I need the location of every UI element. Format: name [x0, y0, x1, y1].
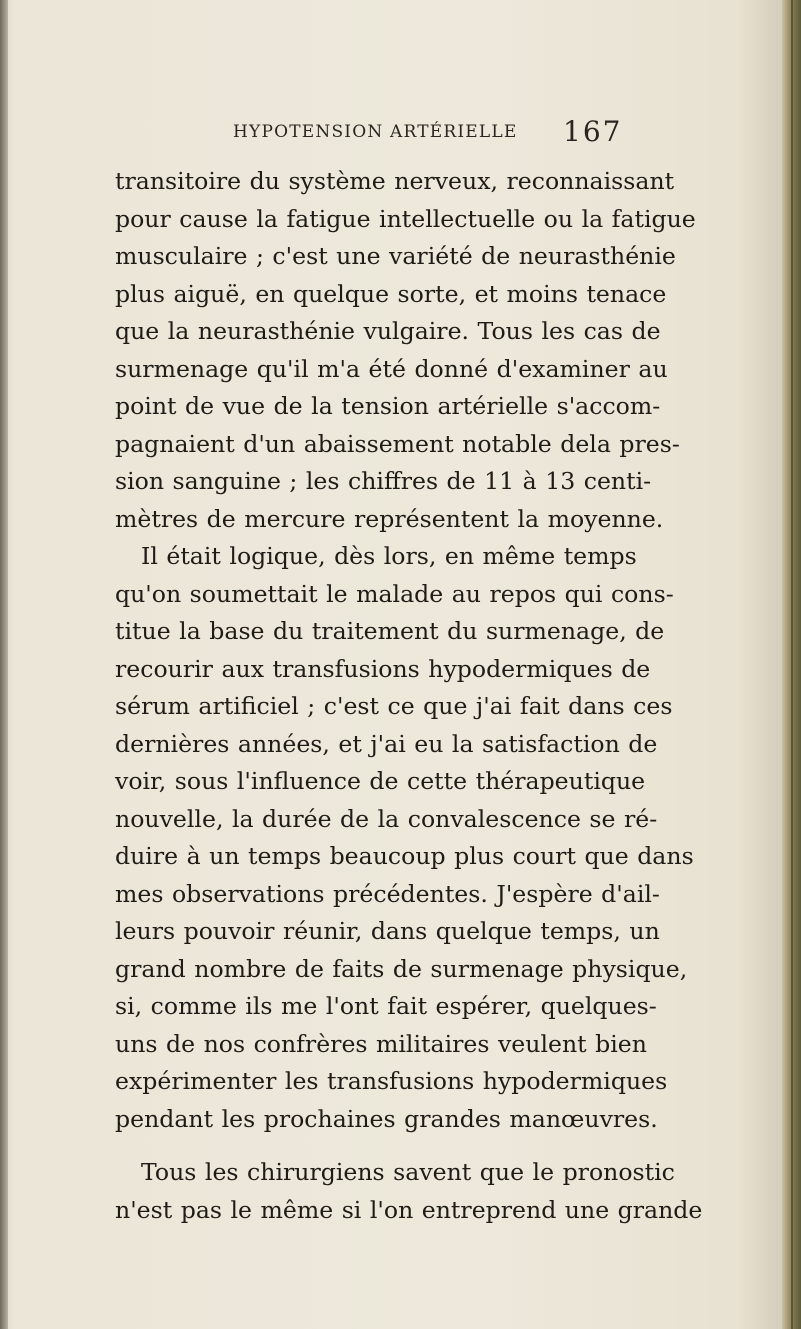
text-line: uns de nos confrères militaires veulent bien: [115, 1029, 647, 1058]
text-line: qu'on soumettait le malade au repos qui cons-: [115, 579, 674, 608]
text-line: si, comme ils me l'ont fait espérer, quelques-: [115, 992, 657, 1020]
text-line: sérum artificiel ; c'est ce que j'ai fait dans ces: [115, 692, 673, 720]
text-line: mes observations précédentes. J'espère d'ail-: [115, 879, 660, 908]
page-left-edge: [0, 0, 8, 1329]
spine-line: [791, 0, 793, 1329]
text-line: dernières années, et j'ai eu la satisfaction de: [115, 729, 658, 758]
paragraph-2: [115, 538, 694, 1138]
text-line: pendant les prochaines grandes manœuvres.: [115, 1104, 658, 1133]
text-line: transitoire du système nerveux, reconnaissant: [115, 167, 675, 195]
running-title: HYPOTENSION ARTÉRIELLE: [233, 122, 518, 142]
text-line: musculaire ; c'est une variété de neurasthénie: [115, 242, 676, 270]
paragraph-1: [115, 163, 696, 538]
text-line: mètres de mercure représentent la moyenne.: [115, 504, 664, 533]
text-line: surmenage qu'il m'a été donné d'examiner au: [115, 354, 668, 383]
text-line: plus aiguë, en quelque sorte, et moins tenace: [115, 279, 667, 308]
text-line: duire à un temps beaucoup plus court que dans: [115, 842, 694, 870]
text-line: Il était logique, dès lors, en même temps: [141, 542, 637, 570]
text-line: expérimenter les transfusions hypodermiques: [115, 1067, 668, 1095]
running-head: [0, 115, 801, 148]
page-number: 167: [563, 115, 623, 148]
text-line: nouvelle, la durée de la convalescence se ré-: [115, 804, 658, 833]
text-line: titue la base du traitement du surmenage, de: [115, 617, 665, 645]
text-line: voir, sous l'influence de cette thérapeutique: [115, 767, 646, 795]
text-line: point de vue de la tension artérielle s'accom-: [115, 392, 661, 420]
paragraph-3: [115, 1154, 703, 1229]
text-line: pour cause la fatigue intellectuelle ou la fatigue: [115, 204, 696, 233]
text-line: pagnaient d'un abaissement notable dela pres-: [115, 429, 680, 458]
body-text: [115, 163, 703, 1229]
paragraph-gap: [115, 1138, 627, 1154]
text-line: que la neurasthénie vulgaire. Tous les cas de: [115, 317, 661, 345]
text-line: Tous les chirurgiens savent que le pronostic: [141, 1158, 675, 1186]
text-line: grand nombre de faits de surmenage physique,: [115, 954, 688, 983]
book-spine-edge: [782, 0, 801, 1329]
text-line: n'est pas le même si l'on entreprend une grande: [115, 1195, 703, 1224]
text-line: sion sanguine ; les chiffres de 11 à 13 centi-: [115, 467, 652, 495]
text-line: recourir aux transfusions hypodermiques de: [115, 654, 651, 683]
text-line: leurs pouvoir réunir, dans quelque temps, un: [115, 917, 660, 945]
